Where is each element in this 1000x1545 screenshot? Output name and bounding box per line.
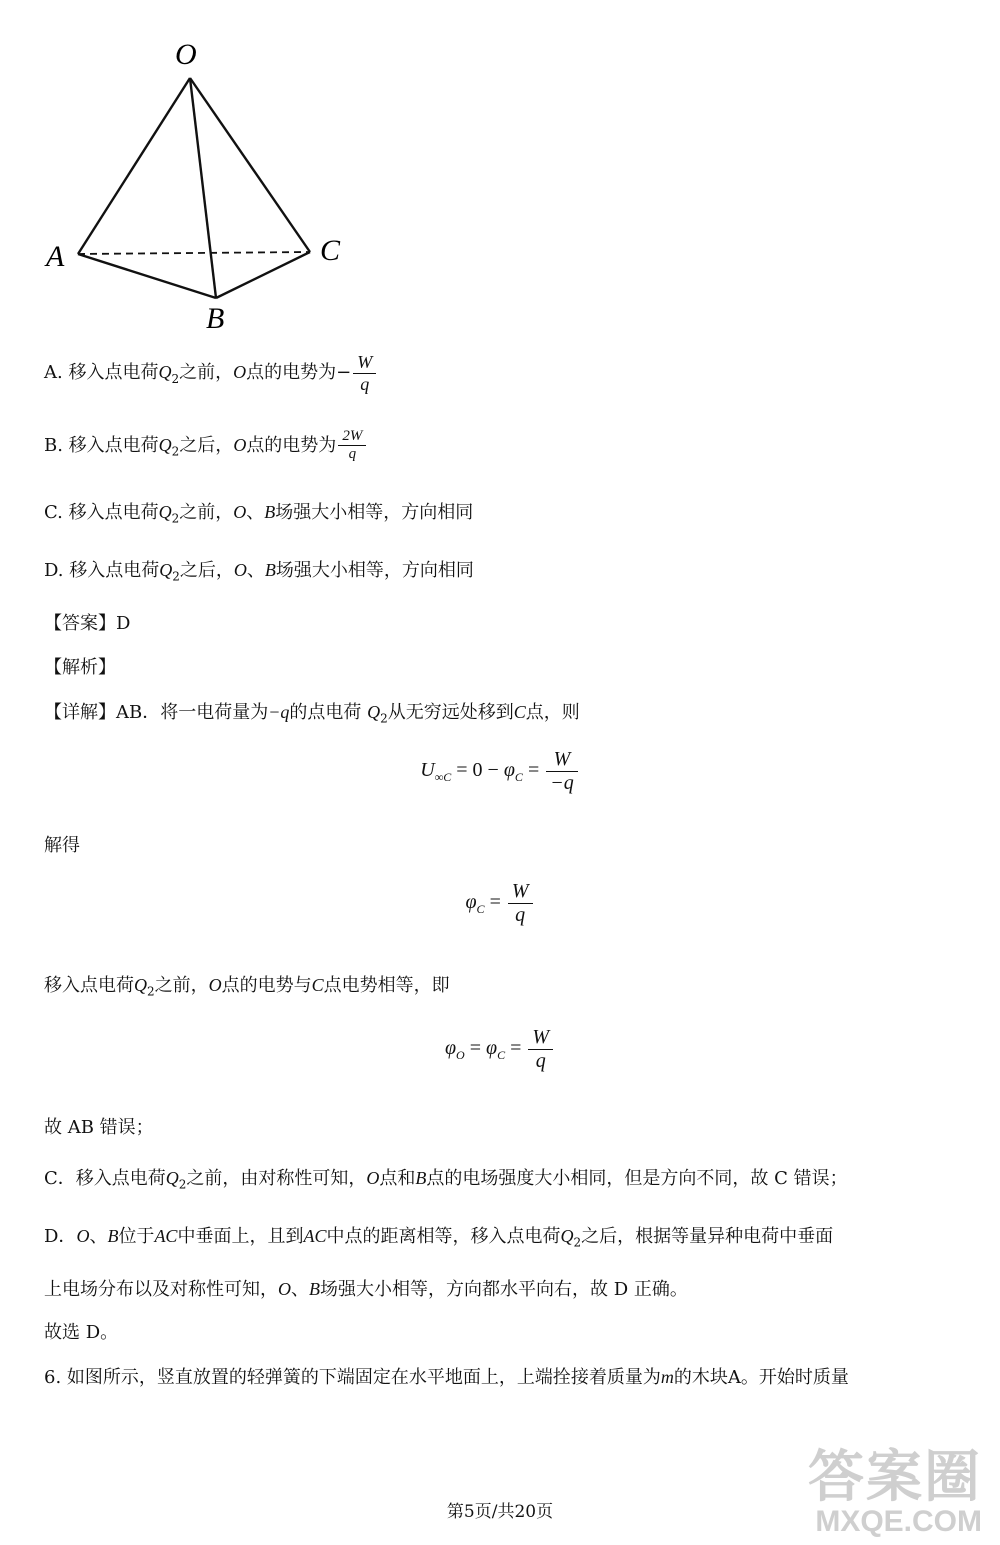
detail-d-line-1: D．O、B位于AC中垂面上，且到AC中点的距离相等，移入点电荷$Q_2$之后，根据等量异种电荷中垂面 <box>44 1226 834 1250</box>
choose-text: 故选 D。 <box>44 1322 119 1343</box>
fraction: $\frac{W}{q}$ <box>353 352 376 394</box>
label-A: A <box>46 240 65 273</box>
page-footer: 第5页/共20页 <box>446 1502 554 1522</box>
fraction: $\frac{2W}{q}$ <box>338 428 366 464</box>
edge-AB <box>78 254 216 298</box>
ab-wrong-text: 故 AB 错误； <box>44 1117 154 1138</box>
option-c: C. 移入点电荷$Q_2$之前，O、B场强大小相等，方向相同 <box>44 502 474 526</box>
equation-3: $\varphi_O = \varphi_C$ = $\frac{W}{q}$ <box>0 1026 1000 1073</box>
watermark-logo: 答案圈 MXQE.COM <box>808 1445 982 1538</box>
option-b: B. 移入点电荷$Q_2$之后，O点的电势为 $\frac{2W}{q}$ <box>44 428 368 464</box>
label-C: C <box>320 234 341 267</box>
analysis-label: 【解析】 <box>44 657 116 678</box>
detail-line-1: 【详解】AB．将一电荷量为−q的点电荷 $Q_2$从无穷远处移到C点，则 <box>44 702 580 726</box>
answer-line: 【答案】D <box>44 613 131 634</box>
detail-line-2: 移入点电荷$Q_2$之前，O点的电势与C点电势相等，即 <box>44 975 450 999</box>
solve-text: 解得 <box>44 835 80 856</box>
question-6: 6. 如图所示，竖直放置的轻弹簧的下端固定在水平地面上，上端拴接着质量为m的木块A。开始时质量 <box>44 1367 849 1388</box>
edge-BC <box>216 252 310 298</box>
edge-OA <box>78 78 190 254</box>
option-a: A. 移入点电荷$Q_2$之前，O点的电势为− $\frac{W}{q}$ <box>44 352 378 394</box>
edge-AC-dashed <box>78 252 310 254</box>
label-B: B <box>206 302 225 335</box>
option-d: D. 移入点电荷$Q_2$之后，O、B场强大小相等，方向相同 <box>44 560 474 584</box>
equation-2: $\varphi_C$ = $\frac{W}{q}$ <box>0 880 1000 927</box>
label-O: O <box>175 38 197 71</box>
equation-1: $U_{\infty C} = 0 - \varphi_C$ = $\frac{W}{-q}$ <box>0 748 1000 795</box>
detail-d-line-2: 上电场分布以及对称性可知，O、B场强大小相等，方向都水平向右，故 D 正确。 <box>44 1279 688 1300</box>
tetrahedron-figure <box>40 30 360 340</box>
detail-c-line: C．移入点电荷$Q_2$之前，由对称性可知，O点和B点的电场强度大小相同，但是方向不同，故 C 错误； <box>44 1168 848 1192</box>
